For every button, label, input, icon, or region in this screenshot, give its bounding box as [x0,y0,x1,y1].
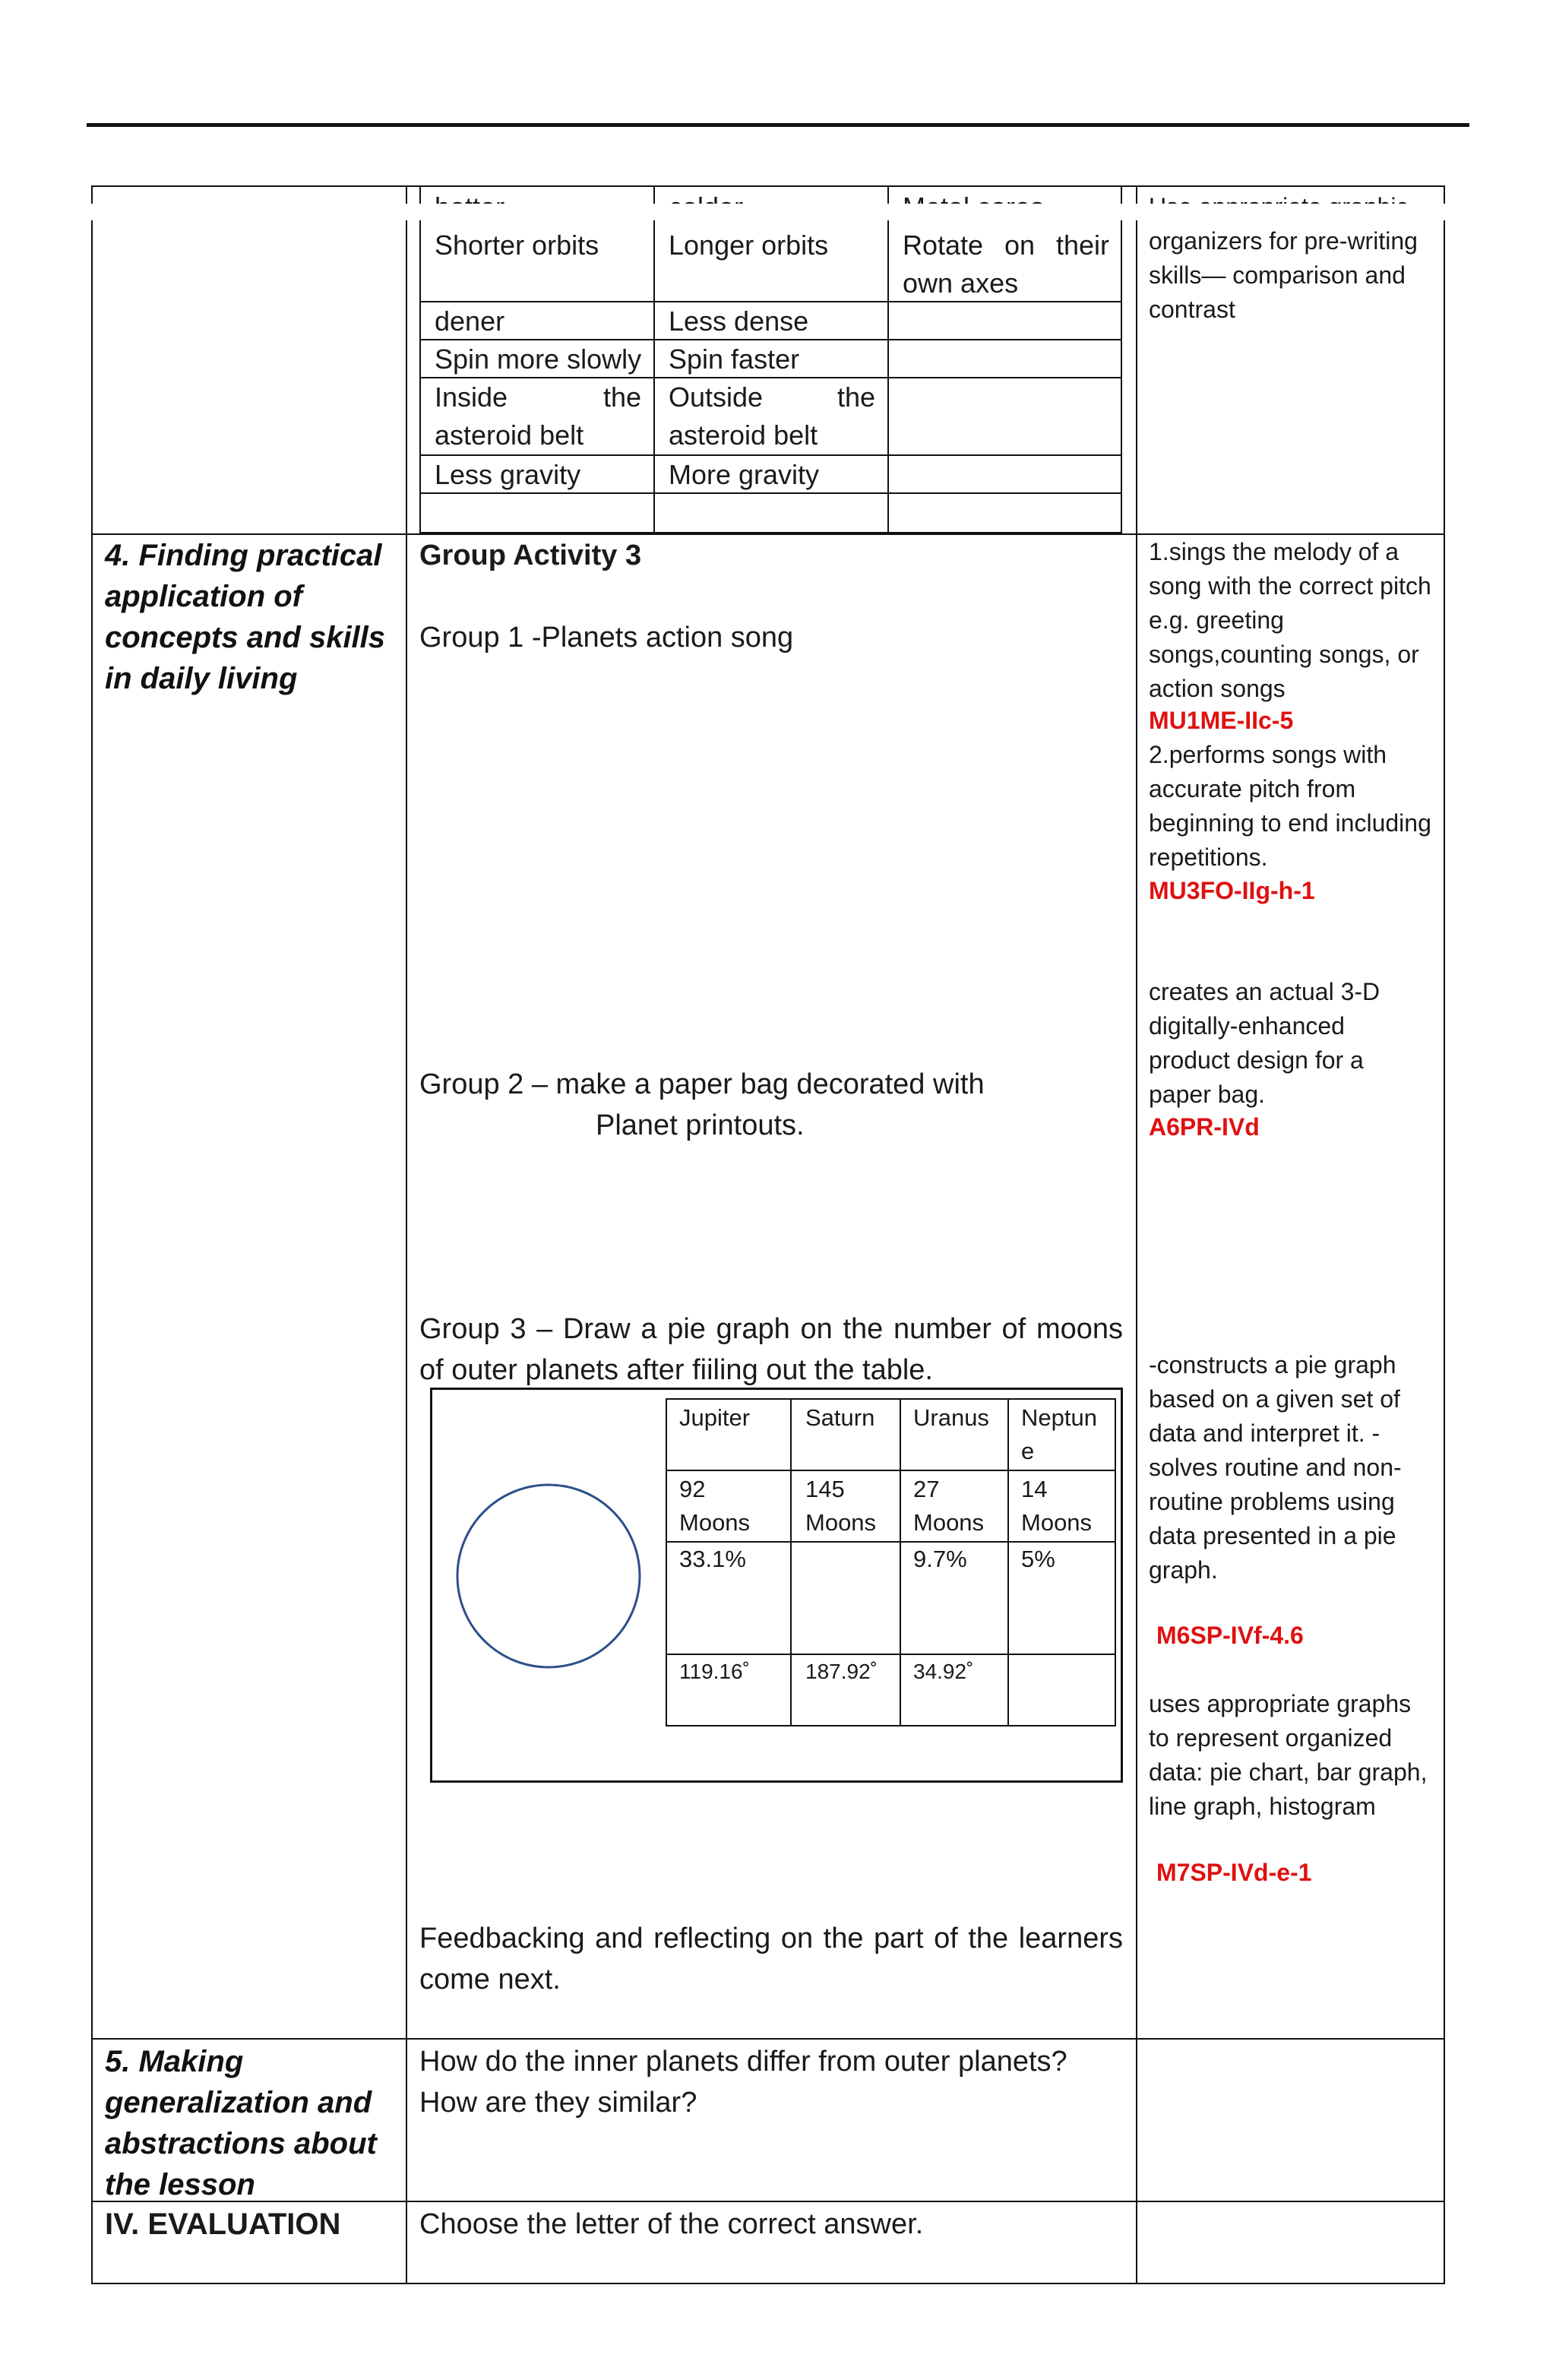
code-a6pr: A6PR-IVd [1149,1113,1260,1141]
group-2-text-line2: Planet printouts. [596,1109,805,1141]
moons-uranus: 27 Moons [913,1476,985,1536]
cell-inside-belt: Inside the asteroid belt [435,381,641,451]
group-1-text: Group 1 -Planets action song [419,622,794,654]
cell-more-gravity: More gravity [669,459,820,490]
moons-header-neptune: Neptune [1021,1404,1097,1464]
percent-jupiter: 33.1% [679,1546,746,1572]
pie-circle [451,1479,646,1673]
moons-header-uranus: Uranus [913,1404,989,1431]
percent-uranus: 9.7% [913,1546,967,1572]
code-mu1me: MU1ME-IIc-5 [1149,707,1294,734]
section-5-question-line1: How do the inner planets differ from outer planets? [419,2046,1067,2078]
cell-less-dense: Less dense [669,305,809,337]
evaluation-instruction: Choose the letter of the correct answer. [419,2208,924,2240]
note-graphs: uses appropriate graphs to represent organized data: pie chart, bar graph, line graph, histogram [1149,1690,1428,1820]
cell-shorter-orbits: Shorter orbits [435,229,599,261]
feedback-text: Feedbacking and reflecting on the part of the learners come next. [419,1923,1123,1995]
cell-outside-belt: Outside the asteroid belt [669,381,875,451]
section-4-label: 4. Finding practical application of concepts and skills in daily living [105,539,386,695]
moons-header-jupiter: Jupiter [679,1404,751,1431]
cell-spin-slowly: Spin more slowly [435,343,642,375]
code-mu3fo: MU3FO-IIg-h-1 [1149,877,1315,904]
code-m7sp: M7SP-IVd-e-1 [1156,1859,1312,1886]
graphic-organizer-note: organizers for pre-writing skills— comparison and contrast [1149,227,1418,323]
section-5-label: 5. Making generalization and abstractions about the lesson [105,2045,377,2201]
cell-dener: dener [435,305,505,337]
degrees-saturn: 187.92˚ [805,1660,878,1683]
percent-neptune: 5% [1021,1546,1055,1572]
group-2-text: Group 2 – make a paper bag decorated with [419,1068,985,1100]
cell-rotate: Rotate on their own axes [903,229,1109,299]
cell-spin-faster: Spin faster [669,343,800,375]
evaluation-label: IV. EVALUATION [105,2208,341,2241]
note-paper-bag: creates an actual 3-D digitally-enhanced product design for a paper bag. [1149,978,1380,1108]
moons-jupiter: 92 Moons [679,1476,751,1536]
degrees-jupiter: 119.16˚ [679,1660,750,1683]
cell-longer-orbits: Longer orbits [669,229,829,261]
group-3-text: Group 3 – Draw a pie graph on the number of moons of outer planets after fiiling out the table. [419,1313,1123,1386]
degrees-uranus: 34.92˚ [913,1660,974,1683]
moons-neptune: 14 Moons [1021,1476,1093,1536]
group-activity-heading: Group Activity 3 [419,540,642,571]
section-5-question-line2: How are they similar? [419,2087,697,2119]
code-m6sp: M6SP-IVf-4.6 [1156,1622,1304,1649]
note-performs-songs: 2.performs songs with accurate pitch from beginning to end including repetitions. [1149,741,1431,871]
note-song-melody: 1.sings the melody of a song with the correct pitch e.g. greeting songs,counting songs, or action songs [1149,538,1431,702]
cell-less-gravity: Less gravity [435,459,581,490]
moons-saturn: 145 Moons [805,1476,877,1536]
moons-header-saturn: Saturn [805,1404,875,1431]
header-rule [87,123,1469,127]
note-pie-graph: -constructs a pie graph based on a given set of data and interpret it. -solves routine and non-routine problems using data presented in a pie graph. [1149,1351,1402,1584]
